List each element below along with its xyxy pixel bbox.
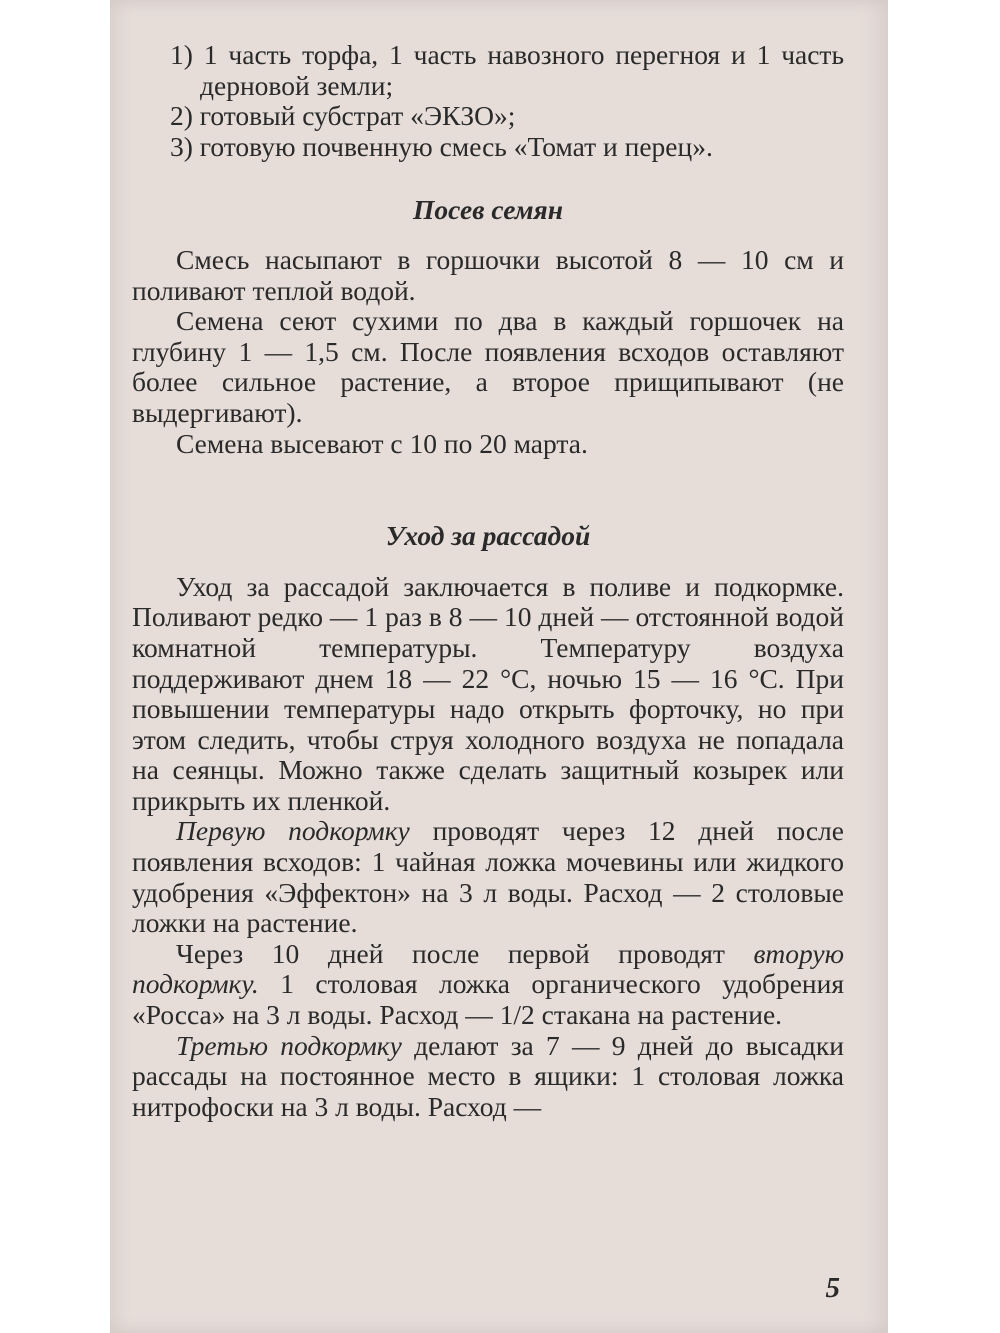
- paragraph: Смесь насыпают в горшочки высотой 8 — 10 см и поливают теплой водой.: [132, 243, 844, 306]
- list-item: 1) 1 часть торфа, 1 часть навозного перегноя и 1 часть дерновой земли;: [170, 39, 844, 101]
- paragraph-text: Через 10 дней после первой проводят: [176, 937, 754, 969]
- paragraph: Семена сеют сухими по два в каждый горшочек на глубину 1 — 1,5 см. После появления всходов оставляют более сильное растение, а второе прищипывают (не выдергивают).: [132, 305, 844, 428]
- list-item: 3) готовую почвенную смесь «Томат и перец».: [170, 130, 713, 162]
- paragraph-text: делают за 7 — 9 дней до высадки рассады на постоянное место в ящики: 1 столовая ложка нитрофоски на 3 л воды. Расход —: [132, 1029, 844, 1122]
- paragraph-text: 1 столовая ложка органического удобрения «Росса» на 3 л воды. Расход — 1/2 стакана на растение.: [132, 968, 844, 1031]
- paragraph-text: проводят через 12 дней после появления всходов: 1 чайная ложка мочевины или жидкого удобрения «Эффектон» на 3 л воды. Расход — 2 столовые ложки на растение.: [132, 815, 844, 939]
- paragraph: [132, 816, 844, 938]
- page-text: [132, 40, 844, 1122]
- page-number: 5: [825, 1272, 840, 1304]
- section-heading-seedling-care: Уход за рассадой: [385, 520, 591, 552]
- section-heading-sowing: Посев семян: [413, 194, 563, 226]
- paragraph: [132, 939, 844, 1031]
- paragraph: [132, 1031, 844, 1123]
- book-page: [110, 0, 888, 1333]
- emphasis: вторую подкормку.: [132, 937, 844, 1000]
- emphasis: Первую подкормку: [176, 815, 410, 847]
- mixture-list: [132, 40, 844, 162]
- emphasis: Третью подкормку: [176, 1029, 402, 1061]
- paragraph: Уход за рассадой заключается в поливе и подкормке. Поливают редко — 1 раз в 8 — 10 дней — отстоянной водой комнатной температуры. Температуру воздуха поддерживают днем 18 — 22 °С, ночью 15 — 16 °С. При повышении температуры надо открыть форточку, но при этом следить, чтобы струя холодного воздуха не попадала на сеянцы. Можно также сделать защитный козырек или прикрыть их пленкой.: [132, 570, 844, 816]
- paragraph: Семена высевают с 10 по 20 марта.: [176, 427, 588, 459]
- list-item: 2) готовый субстрат «ЭКЗО»;: [170, 100, 516, 132]
